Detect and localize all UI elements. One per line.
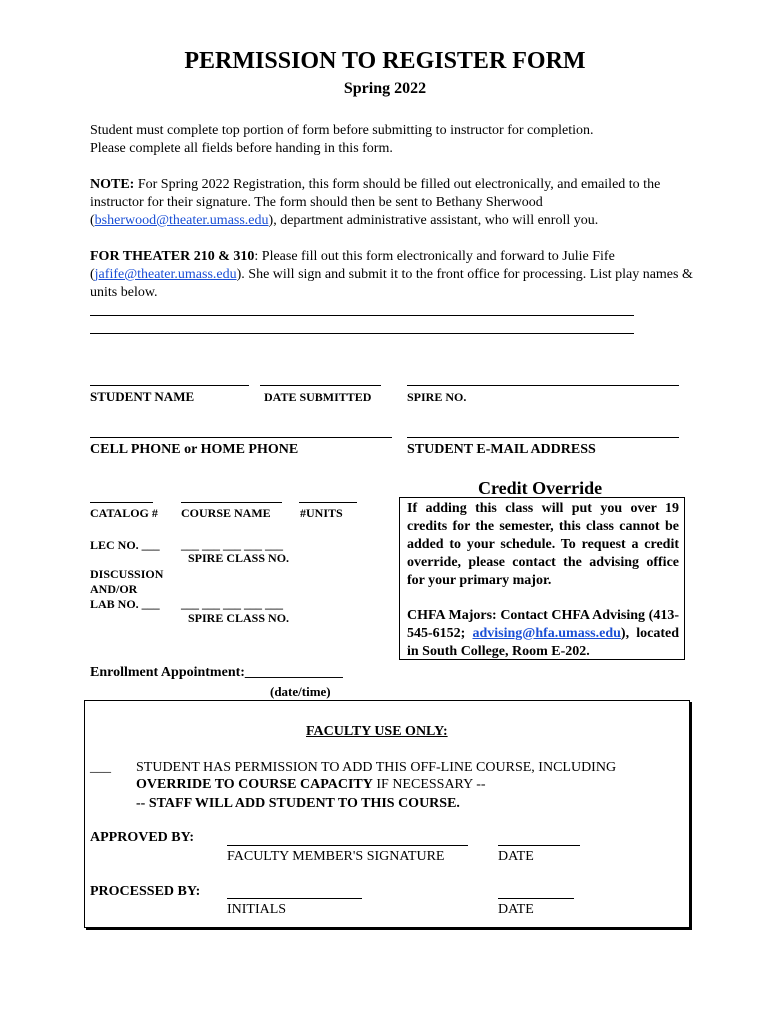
credit-override-heading: Credit Override	[478, 478, 603, 498]
lec-no-label: LEC NO. ___	[90, 538, 160, 552]
note-label: NOTE:	[90, 177, 135, 192]
faculty-signature-line[interactable]	[227, 845, 468, 846]
theater-text-2: ). She will sign and submit it to the front office for processing. List play names & units below.	[90, 267, 693, 300]
chfa-contact	[407, 607, 679, 661]
student-email-label: STUDENT E-MAIL ADDRESS	[407, 442, 596, 457]
theater-text-1: : Please fill out this form electronically and forward to Julie Fife (	[90, 249, 615, 282]
units-line[interactable]	[299, 502, 357, 503]
enrollment-date-time-label: (date/time)	[270, 684, 331, 699]
initials-label: INITIALS	[227, 902, 287, 917]
form-term: Spring 2022	[343, 80, 427, 97]
intro-text	[90, 122, 700, 158]
permission-line-1: STUDENT HAS PERMISSION TO ADD THIS OFF-LINE COURSE, INCLUDING	[136, 760, 617, 775]
credit-override-body: If adding this class will put you over 19 credits for the semester, this class cannot be added to your schedule. To request a credit override, please contact the advising office for your primary major.	[407, 501, 679, 588]
intro-line-1: Student must complete top portion of form before submitting to instructor for completion.	[90, 123, 594, 138]
phone-line[interactable]	[90, 437, 392, 438]
permission-checkbox-blank[interactable]: ___	[90, 760, 111, 775]
play-names-line-2[interactable]	[90, 333, 634, 334]
note-text-1: For Spring 2022 Registration, this form should be filled out electronically, and emailed to the instructor for their signature. The form should then be sent to Bethany Sherwood (	[90, 177, 661, 228]
student-name-line[interactable]	[90, 385, 249, 386]
chfa-suffix: ), located in South College, Room E-202.	[407, 626, 679, 659]
chfa-prefix: CHFA Majors: Contact CHFA Advising (413-545-6152;	[407, 608, 679, 641]
note-paragraph	[90, 176, 700, 230]
theater-label: FOR THEATER 210 & 310	[90, 249, 255, 264]
lab-spire-class-label: SPIRE CLASS NO.	[188, 611, 290, 625]
processed-date-line[interactable]	[498, 898, 574, 899]
catalog-line[interactable]	[90, 502, 153, 503]
course-name-line[interactable]	[181, 502, 282, 503]
play-names-line-1[interactable]	[90, 315, 634, 316]
course-name-label: COURSE NAME	[181, 506, 271, 520]
note-text-2: ), department administrative assistant, who will enroll you.	[268, 213, 599, 228]
units-label: #UNITS	[300, 506, 343, 520]
processed-by-label: PROCESSED BY:	[90, 884, 201, 899]
theater-paragraph	[90, 248, 700, 302]
approved-date-line[interactable]	[498, 845, 580, 846]
permission-line-2	[136, 777, 486, 793]
lab-spire-blanks[interactable]: ___ ___ ___ ___ ___	[181, 597, 283, 611]
lec-spire-class-label: SPIRE CLASS NO.	[188, 551, 290, 565]
credit-override-text	[407, 500, 679, 661]
spire-no-label: SPIRE NO.	[407, 390, 467, 404]
enrollment-appointment-label[interactable]: Enrollment Appointment:______________	[90, 665, 343, 680]
form-title: PERMISSION TO REGISTER FORM	[184, 48, 586, 74]
permission-line-2-rest: IF NECESSARY --	[372, 777, 486, 792]
processed-date-label: DATE	[498, 902, 534, 917]
permission-line-3: -- STAFF WILL ADD STUDENT TO THIS COURSE.	[136, 796, 460, 811]
date-submitted-line[interactable]	[260, 385, 381, 386]
phone-label: CELL PHONE or HOME PHONE	[90, 442, 299, 457]
initials-line[interactable]	[227, 898, 362, 899]
intro-line-2: Please complete all fields before handing in this form.	[90, 141, 393, 156]
discussion-label: DISCUSSION	[90, 567, 164, 581]
spire-no-line[interactable]	[407, 385, 679, 386]
chfa-email-link[interactable]: advising@hfa.umass.edu	[472, 626, 621, 641]
approved-by-label: APPROVED BY:	[90, 830, 195, 845]
override-capacity-text: OVERRIDE TO COURSE CAPACITY	[136, 777, 373, 792]
fife-email-link[interactable]: jafife@theater.umass.edu	[94, 267, 237, 282]
lab-no-label: LAB NO. ___	[90, 597, 160, 611]
catalog-label: CATALOG #	[90, 506, 158, 520]
email-line[interactable]	[407, 437, 679, 438]
faculty-signature-label: FACULTY MEMBER'S SIGNATURE	[227, 849, 445, 864]
and-or-label: AND/OR	[90, 582, 138, 596]
sherwood-email-link[interactable]: bsherwood@theater.umass.edu	[94, 213, 269, 228]
faculty-use-heading: FACULTY USE ONLY:	[306, 724, 448, 739]
student-name-label: STUDENT NAME	[90, 389, 195, 404]
date-submitted-label: DATE SUBMITTED	[264, 390, 372, 404]
lec-spire-blanks[interactable]: ___ ___ ___ ___ ___	[181, 538, 283, 552]
approved-date-label: DATE	[498, 849, 534, 864]
